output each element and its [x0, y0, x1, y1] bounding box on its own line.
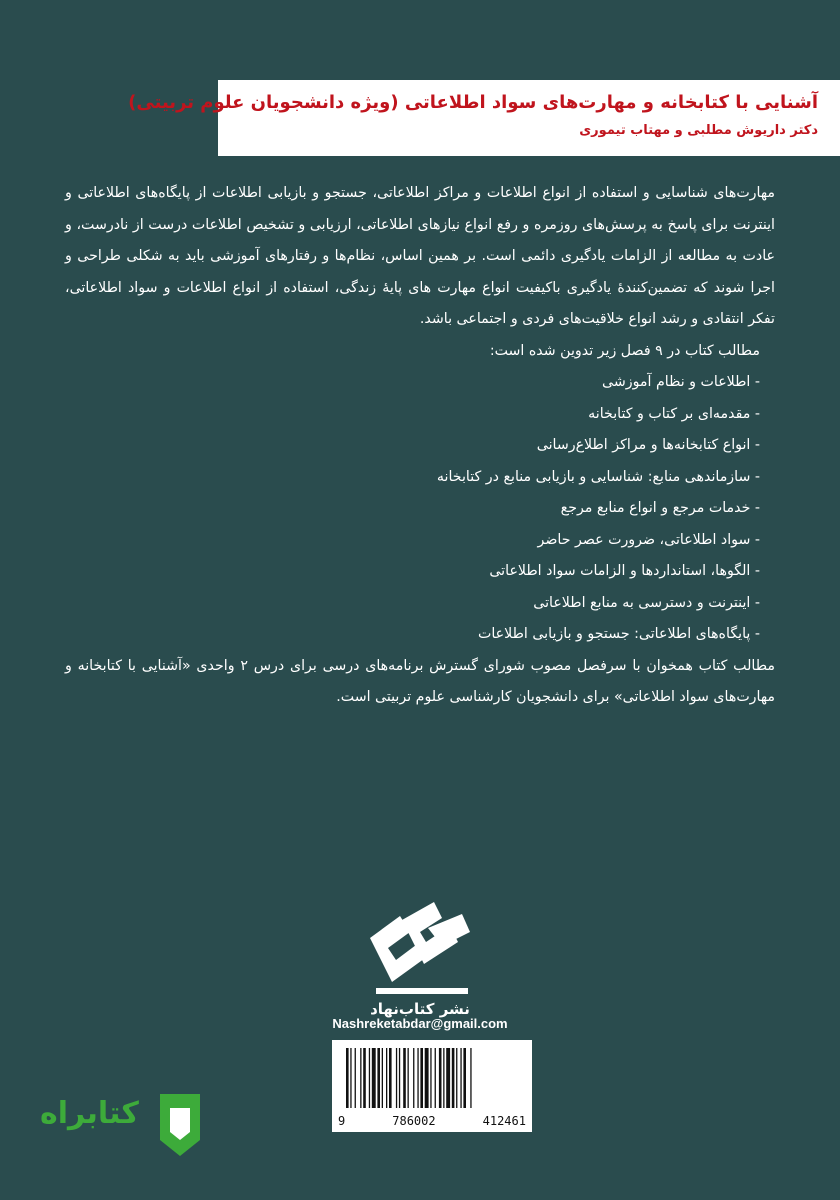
barcode-digit-group: 412461: [482, 1114, 526, 1128]
barcode-bar: [417, 1048, 418, 1108]
chapter-item: - پایگاه‌های اطلاعاتی: جستجو و بازیابی اطلاعات: [478, 626, 760, 642]
barcode-bar: [446, 1048, 450, 1108]
barcode-bar: [389, 1048, 392, 1108]
barcode-bar: [439, 1048, 442, 1108]
book-authors: دکتر داریوش مطلبی و مهتاب تیموری: [579, 123, 818, 138]
barcode-bar: [382, 1048, 383, 1108]
barcode-bar: [435, 1048, 436, 1108]
title-box: [128, 80, 840, 156]
chapter-item: - سازماندهی منابع: شناسایی و بازیابی منابع در کتابخانه: [436, 468, 760, 485]
publisher-email: Nashreketabdar@gmail.com: [332, 1016, 508, 1031]
barcode-bar: [386, 1048, 387, 1108]
barcode-bar: [363, 1048, 366, 1108]
barcode-bar: [460, 1048, 461, 1108]
chapter-item: - اطلاعات و نظام آموزشی: [602, 374, 760, 390]
barcode-bar: [456, 1048, 457, 1108]
barcode-bar: [355, 1048, 356, 1108]
barcode-digits: [338, 1114, 526, 1128]
toc-intro: مطالب کتاب در ۹ فصل زیر تدوین شده است:: [489, 342, 760, 359]
ketabrah-logo-icon: [150, 1090, 210, 1160]
barcode-bar: [360, 1048, 361, 1108]
barcode-bar: [403, 1048, 406, 1108]
barcode-bar: [452, 1048, 455, 1108]
barcode-bar: [430, 1048, 431, 1108]
barcode-bar: [396, 1048, 397, 1108]
chapter-item: - خدمات مرجع و انواع منابع مرجع: [560, 500, 760, 516]
description-block: [65, 178, 775, 714]
barcode-bar: [408, 1048, 409, 1108]
publisher-logo-text: نشر کتاب‌نهاد: [370, 1000, 470, 1018]
barcode-bar: [369, 1048, 370, 1108]
barcode-bar: [463, 1048, 466, 1108]
barcode-bar: [372, 1048, 376, 1108]
barcode-bar: [346, 1048, 349, 1108]
barcode-digit-group: 786002: [392, 1114, 436, 1128]
publisher-logo-icon: [362, 898, 478, 1018]
book-title: آشنایی با کتابخانه و مهارت‌های سواد اطلاعاتی (ویژه دانشجویان علوم تربیتی): [128, 92, 818, 113]
barcode-bar: [470, 1048, 471, 1108]
barcode-bars: [334, 1044, 530, 1114]
intro-paragraph: مهارت‌های شناسایی و استفاده از انواع اطلاعات و مراکز اطلاعاتی، جستجو و بازیابی اطلاعات از پایگاه‌های اطلاعاتی و اینترنت برای پاسخ به پرسش‌های روزمره و رفع انواع نیازهای اطلاعاتی، ارزیابی و تشخیص اطلاعات درست از نادرست، و عادت به مطالعه از الزامات یادگیری دائمی است. بر همین اساس، نظام‌ها و رفتارهای آموزشی باید به شکلی طراحی و اجرا شوند که تضمین‌کنندهٔ یادگیری باکیفیت انواع مهارت های پایهٔ زندگی، استفاده از انواع اطلاعات و سواد اطلاعاتی، تفکر انتقادی و رشد انواع خلاقیت‌های فردی و اجتماعی باشد.: [65, 185, 775, 327]
chapter-item: - سواد اطلاعاتی، ضرورت عصر حاضر: [537, 531, 760, 548]
chapter-item: - اینترنت و دسترسی به منابع اطلاعاتی: [533, 594, 760, 611]
chapter-item: - مقدمه‌ای بر کتاب و کتابخانه: [588, 405, 760, 422]
barcode-bar: [377, 1048, 380, 1108]
barcode-bar: [413, 1048, 414, 1108]
barcode-bar: [443, 1048, 444, 1108]
barcode-digit-group: 9: [338, 1114, 346, 1128]
ketabrah-watermark: [40, 1082, 210, 1164]
closing-paragraph: مطالب کتاب همخوان با سرفصل مصوب شورای گسترش برنامه‌های درسی برای درس ۲ واحدی «آشنایی با کتابخانه و مهارت‌های سواد اطلاعاتی» برای دانشجویان کارشناسی علوم تربیتی است.: [65, 657, 775, 705]
barcode-bar: [425, 1048, 429, 1108]
watermark-text: کتابراه: [40, 1096, 139, 1131]
chapter-item: - انواع کتابخانه‌ها و مراکز اطلاع‌رسانی: [536, 437, 760, 453]
chapter-list: [65, 367, 775, 651]
barcode-bar: [350, 1048, 351, 1108]
chapter-item: - الگوها، استانداردها و الزامات سواد اطلاعاتی: [489, 563, 760, 579]
barcode-bar: [420, 1048, 423, 1108]
barcode-bar: [399, 1048, 400, 1108]
isbn-barcode: [332, 1040, 532, 1132]
